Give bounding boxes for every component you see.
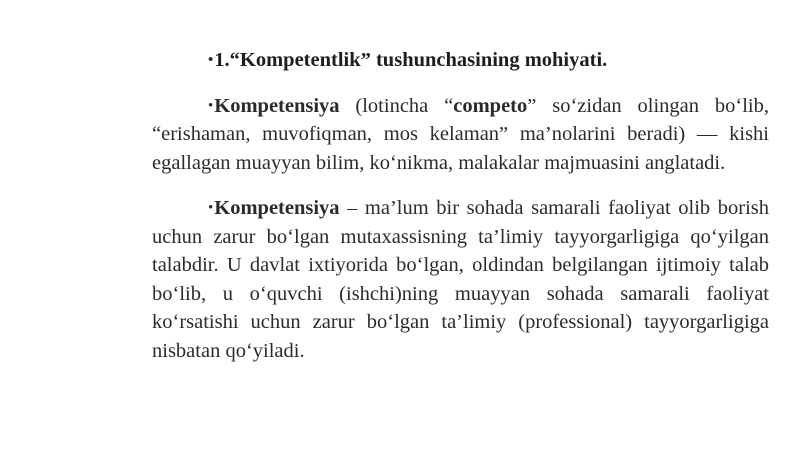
- section-heading: [152, 46, 769, 75]
- slide-content: [152, 46, 769, 365]
- bullet-icon: •: [208, 52, 214, 68]
- term-competo: competo: [453, 94, 528, 117]
- bullet-icon: •: [208, 97, 214, 114]
- section-heading-text: 1.“Kompetentlik” tushunchasining mohiyati.: [214, 49, 608, 71]
- paragraph-text: ” so‘zidan olingan bo‘lib, “erishaman, muvofiqman, mos kelaman” ma’nolarini beradi) — kishi egallagan muayyan bilim, ko‘nikma, malakalar majmuasini anglatadi.: [152, 94, 769, 174]
- paragraph-text: – ma’lum bir sohada samarali faoliyat olib borish uchun zarur bo‘lgan mutaxassisning ta’limiy tayyorgarligiga qo‘yilgan talabdir. U davlat ixtiyorida bo‘lgan, oldindan belgilangan ijtimoiy talab bo‘lib, u o‘quvchi (ishchi)ning muayyan sohada samarali faoliyat ko‘rsatishi uchun zarur bo‘lgan ta’limiy (professional) tayyorgarligiga nisbatan qo‘yiladi.: [152, 197, 769, 362]
- definition-paragraph-1: [152, 92, 769, 178]
- term-kompetensiya: Kompetensiya: [214, 197, 340, 219]
- paragraph-text: (lotincha “: [339, 94, 454, 117]
- term-kompetensiya: Kompetensiya: [214, 94, 340, 117]
- bullet-icon: •: [208, 200, 214, 216]
- definition-paragraph-2: [152, 194, 769, 365]
